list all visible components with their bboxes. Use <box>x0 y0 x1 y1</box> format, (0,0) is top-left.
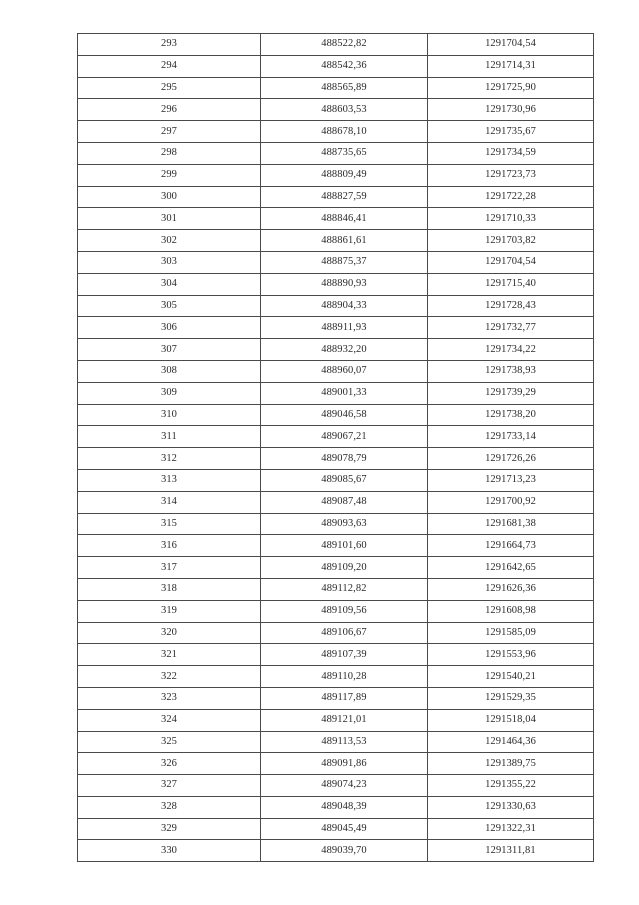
table-row <box>78 644 594 666</box>
table-row <box>78 251 594 273</box>
point-number-cell: 315 <box>78 513 261 535</box>
table-row <box>78 34 594 56</box>
table-row <box>78 77 594 99</box>
table-row <box>78 121 594 143</box>
point-number-cell: 305 <box>78 295 261 317</box>
y-coordinate-cell: 1291553,96 <box>428 644 594 666</box>
y-coordinate-cell: 1291715,40 <box>428 273 594 295</box>
y-coordinate-cell: 1291664,73 <box>428 535 594 557</box>
x-coordinate-cell: 489109,20 <box>261 557 428 579</box>
x-coordinate-cell: 488861,61 <box>261 230 428 252</box>
point-number-cell: 328 <box>78 796 261 818</box>
y-coordinate-cell: 1291734,59 <box>428 142 594 164</box>
table-row <box>78 142 594 164</box>
y-coordinate-cell: 1291540,21 <box>428 666 594 688</box>
y-coordinate-cell: 1291608,98 <box>428 600 594 622</box>
y-coordinate-cell: 1291728,43 <box>428 295 594 317</box>
point-number-cell: 309 <box>78 382 261 404</box>
point-number-cell: 322 <box>78 666 261 688</box>
point-number-cell: 320 <box>78 622 261 644</box>
point-number-cell: 323 <box>78 687 261 709</box>
x-coordinate-cell: 488904,33 <box>261 295 428 317</box>
table-row <box>78 622 594 644</box>
y-coordinate-cell: 1291738,20 <box>428 404 594 426</box>
point-number-cell: 317 <box>78 557 261 579</box>
x-coordinate-cell: 488960,07 <box>261 360 428 382</box>
point-number-cell: 303 <box>78 251 261 273</box>
x-coordinate-cell: 489113,53 <box>261 731 428 753</box>
table-row <box>78 557 594 579</box>
table-row <box>78 208 594 230</box>
x-coordinate-cell: 489091,86 <box>261 753 428 775</box>
y-coordinate-cell: 1291733,14 <box>428 426 594 448</box>
table-row <box>78 709 594 731</box>
point-number-cell: 312 <box>78 448 261 470</box>
table-row <box>78 99 594 121</box>
x-coordinate-cell: 488542,36 <box>261 55 428 77</box>
point-number-cell: 296 <box>78 99 261 121</box>
table-row <box>78 818 594 840</box>
y-coordinate-cell: 1291518,04 <box>428 709 594 731</box>
x-coordinate-cell: 489048,39 <box>261 796 428 818</box>
y-coordinate-cell: 1291713,23 <box>428 469 594 491</box>
point-number-cell: 325 <box>78 731 261 753</box>
point-number-cell: 295 <box>78 77 261 99</box>
table-row <box>78 535 594 557</box>
y-coordinate-cell: 1291738,93 <box>428 360 594 382</box>
x-coordinate-cell: 489046,58 <box>261 404 428 426</box>
x-coordinate-cell: 489093,63 <box>261 513 428 535</box>
table-row <box>78 600 594 622</box>
point-number-cell: 293 <box>78 34 261 56</box>
x-coordinate-cell: 488846,41 <box>261 208 428 230</box>
point-number-cell: 326 <box>78 753 261 775</box>
point-number-cell: 294 <box>78 55 261 77</box>
table-row <box>78 426 594 448</box>
table-row <box>78 404 594 426</box>
y-coordinate-cell: 1291725,90 <box>428 77 594 99</box>
y-coordinate-cell: 1291311,81 <box>428 840 594 862</box>
y-coordinate-cell: 1291735,67 <box>428 121 594 143</box>
x-coordinate-cell: 489106,67 <box>261 622 428 644</box>
table-row <box>78 469 594 491</box>
x-coordinate-cell: 489112,82 <box>261 578 428 600</box>
table-row <box>78 55 594 77</box>
x-coordinate-cell: 488678,10 <box>261 121 428 143</box>
point-number-cell: 316 <box>78 535 261 557</box>
table-row <box>78 513 594 535</box>
coordinates-table <box>77 33 594 862</box>
table-row <box>78 186 594 208</box>
point-number-cell: 327 <box>78 775 261 797</box>
x-coordinate-cell: 489085,67 <box>261 469 428 491</box>
point-number-cell: 324 <box>78 709 261 731</box>
table-row <box>78 360 594 382</box>
point-number-cell: 314 <box>78 491 261 513</box>
point-number-cell: 310 <box>78 404 261 426</box>
y-coordinate-cell: 1291681,38 <box>428 513 594 535</box>
x-coordinate-cell: 489074,23 <box>261 775 428 797</box>
point-number-cell: 297 <box>78 121 261 143</box>
point-number-cell: 299 <box>78 164 261 186</box>
table-row <box>78 796 594 818</box>
table-row <box>78 578 594 600</box>
table-row <box>78 687 594 709</box>
point-number-cell: 308 <box>78 360 261 382</box>
y-coordinate-cell: 1291322,31 <box>428 818 594 840</box>
x-coordinate-cell: 488809,49 <box>261 164 428 186</box>
table-row <box>78 317 594 339</box>
point-number-cell: 311 <box>78 426 261 448</box>
point-number-cell: 321 <box>78 644 261 666</box>
y-coordinate-cell: 1291355,22 <box>428 775 594 797</box>
y-coordinate-cell: 1291529,35 <box>428 687 594 709</box>
y-coordinate-cell: 1291703,82 <box>428 230 594 252</box>
x-coordinate-cell: 489067,21 <box>261 426 428 448</box>
point-number-cell: 313 <box>78 469 261 491</box>
point-number-cell: 301 <box>78 208 261 230</box>
point-number-cell: 329 <box>78 818 261 840</box>
x-coordinate-cell: 489045,49 <box>261 818 428 840</box>
x-coordinate-cell: 489001,33 <box>261 382 428 404</box>
table-row <box>78 382 594 404</box>
x-coordinate-cell: 489101,60 <box>261 535 428 557</box>
x-coordinate-cell: 488735,65 <box>261 142 428 164</box>
point-number-cell: 307 <box>78 339 261 361</box>
table-row <box>78 273 594 295</box>
x-coordinate-cell: 489039,70 <box>261 840 428 862</box>
table-row <box>78 840 594 862</box>
x-coordinate-cell: 488890,93 <box>261 273 428 295</box>
x-coordinate-cell: 489117,89 <box>261 687 428 709</box>
x-coordinate-cell: 488522,82 <box>261 34 428 56</box>
y-coordinate-cell: 1291704,54 <box>428 251 594 273</box>
x-coordinate-cell: 488565,89 <box>261 77 428 99</box>
y-coordinate-cell: 1291464,36 <box>428 731 594 753</box>
x-coordinate-cell: 488827,59 <box>261 186 428 208</box>
x-coordinate-cell: 489110,28 <box>261 666 428 688</box>
x-coordinate-cell: 488932,20 <box>261 339 428 361</box>
table-row <box>78 448 594 470</box>
y-coordinate-cell: 1291330,63 <box>428 796 594 818</box>
point-number-cell: 300 <box>78 186 261 208</box>
point-number-cell: 302 <box>78 230 261 252</box>
table-row <box>78 339 594 361</box>
coordinates-table-body <box>78 34 594 862</box>
x-coordinate-cell: 489087,48 <box>261 491 428 513</box>
table-row <box>78 164 594 186</box>
y-coordinate-cell: 1291734,22 <box>428 339 594 361</box>
table-row <box>78 230 594 252</box>
y-coordinate-cell: 1291585,09 <box>428 622 594 644</box>
x-coordinate-cell: 489109,56 <box>261 600 428 622</box>
y-coordinate-cell: 1291723,73 <box>428 164 594 186</box>
x-coordinate-cell: 488603,53 <box>261 99 428 121</box>
x-coordinate-cell: 489078,79 <box>261 448 428 470</box>
table-row <box>78 731 594 753</box>
table-row <box>78 775 594 797</box>
x-coordinate-cell: 488875,37 <box>261 251 428 273</box>
point-number-cell: 318 <box>78 578 261 600</box>
y-coordinate-cell: 1291700,92 <box>428 491 594 513</box>
point-number-cell: 319 <box>78 600 261 622</box>
y-coordinate-cell: 1291642,65 <box>428 557 594 579</box>
point-number-cell: 298 <box>78 142 261 164</box>
y-coordinate-cell: 1291704,54 <box>428 34 594 56</box>
point-number-cell: 306 <box>78 317 261 339</box>
point-number-cell: 304 <box>78 273 261 295</box>
table-row <box>78 666 594 688</box>
y-coordinate-cell: 1291626,36 <box>428 578 594 600</box>
y-coordinate-cell: 1291726,26 <box>428 448 594 470</box>
x-coordinate-cell: 488911,93 <box>261 317 428 339</box>
table-row <box>78 295 594 317</box>
y-coordinate-cell: 1291710,33 <box>428 208 594 230</box>
x-coordinate-cell: 489121,01 <box>261 709 428 731</box>
y-coordinate-cell: 1291730,96 <box>428 99 594 121</box>
x-coordinate-cell: 489107,39 <box>261 644 428 666</box>
y-coordinate-cell: 1291739,29 <box>428 382 594 404</box>
y-coordinate-cell: 1291732,77 <box>428 317 594 339</box>
y-coordinate-cell: 1291714,31 <box>428 55 594 77</box>
y-coordinate-cell: 1291389,75 <box>428 753 594 775</box>
point-number-cell: 330 <box>78 840 261 862</box>
table-row <box>78 753 594 775</box>
y-coordinate-cell: 1291722,28 <box>428 186 594 208</box>
table-row <box>78 491 594 513</box>
